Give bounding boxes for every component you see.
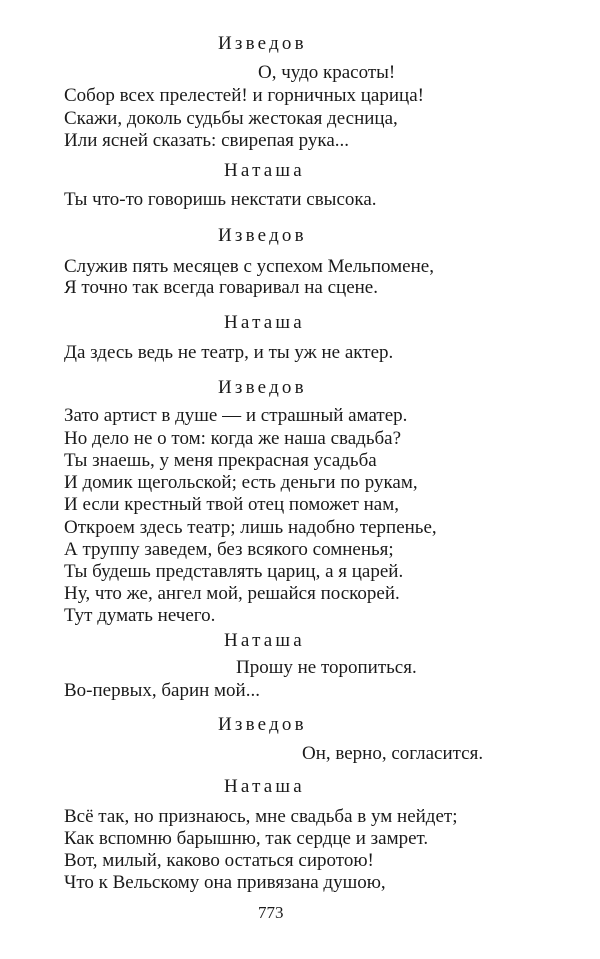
verse-line: Откроем здесь театр; лишь надобно терпенье, bbox=[64, 517, 437, 538]
verse-line: Ты что-то говоришь некстати свысока. bbox=[64, 189, 377, 210]
verse-line: Ты будешь представлять цариц, а я царей. bbox=[64, 561, 404, 582]
speaker-natasha: Наташа bbox=[224, 776, 305, 797]
verse-line: О, чудо красоты! bbox=[258, 62, 396, 83]
speaker-natasha: Наташа bbox=[224, 312, 305, 333]
verse-line: Или ясней сказать: свирепая рука... bbox=[64, 130, 350, 151]
verse-line: Собор всех прелестей! и горничных царица! bbox=[64, 85, 424, 106]
verse-line: Вот, милый, каково остаться сиротою! bbox=[64, 850, 374, 871]
verse-line: Ну, что же, ангел мой, решайся поскорей. bbox=[64, 583, 400, 604]
verse-line: Тут думать нечего. bbox=[64, 605, 216, 626]
verse-line: Как вспомню барышню, так сердце и замрет. bbox=[64, 828, 429, 849]
speaker-natasha: Наташа bbox=[224, 630, 305, 651]
verse-line: Служив пять месяцев с успехом Мельпомене, bbox=[64, 256, 434, 277]
verse-line: А труппу заведем, без всякого сомненья; bbox=[64, 539, 394, 560]
page-number: 773 bbox=[258, 903, 284, 922]
verse-line: Да здесь ведь не театр, и ты уж не актер. bbox=[64, 342, 394, 363]
verse-line: И домик щегольской; есть деньги по рукам, bbox=[64, 472, 418, 493]
verse-line: Зато артист в душе — и страшный аматер. bbox=[64, 405, 408, 426]
verse-line: И если крестный твой отец поможет нам, bbox=[64, 494, 399, 515]
verse-line: Скажи, доколь судьбы жестокая десница, bbox=[64, 108, 398, 129]
speaker-natasha: Наташа bbox=[224, 160, 305, 181]
verse-line: Я точно так всегда говаривал на сцене. bbox=[64, 277, 378, 298]
speaker-izvedov: Изведов bbox=[218, 225, 307, 246]
speaker-izvedov: Изведов bbox=[218, 714, 307, 735]
verse-line: Он, верно, согласится. bbox=[302, 743, 484, 764]
verse-line: Ты знаешь, у меня прекрасная усадьба bbox=[64, 450, 377, 471]
verse-line: Во-первых, барин мой... bbox=[64, 680, 260, 701]
verse-line: Всё так, но признаюсь, мне свадьба в ум нейдет; bbox=[64, 806, 458, 827]
speaker-izvedov: Изведов bbox=[218, 377, 307, 398]
verse-line: Но дело не о том: когда же наша свадьба? bbox=[64, 428, 402, 449]
verse-line: Что к Вельскому она привязана душою, bbox=[64, 872, 386, 893]
verse-line: Прошу не торопиться. bbox=[236, 657, 417, 678]
speaker-izvedov: Изведов bbox=[218, 33, 307, 54]
